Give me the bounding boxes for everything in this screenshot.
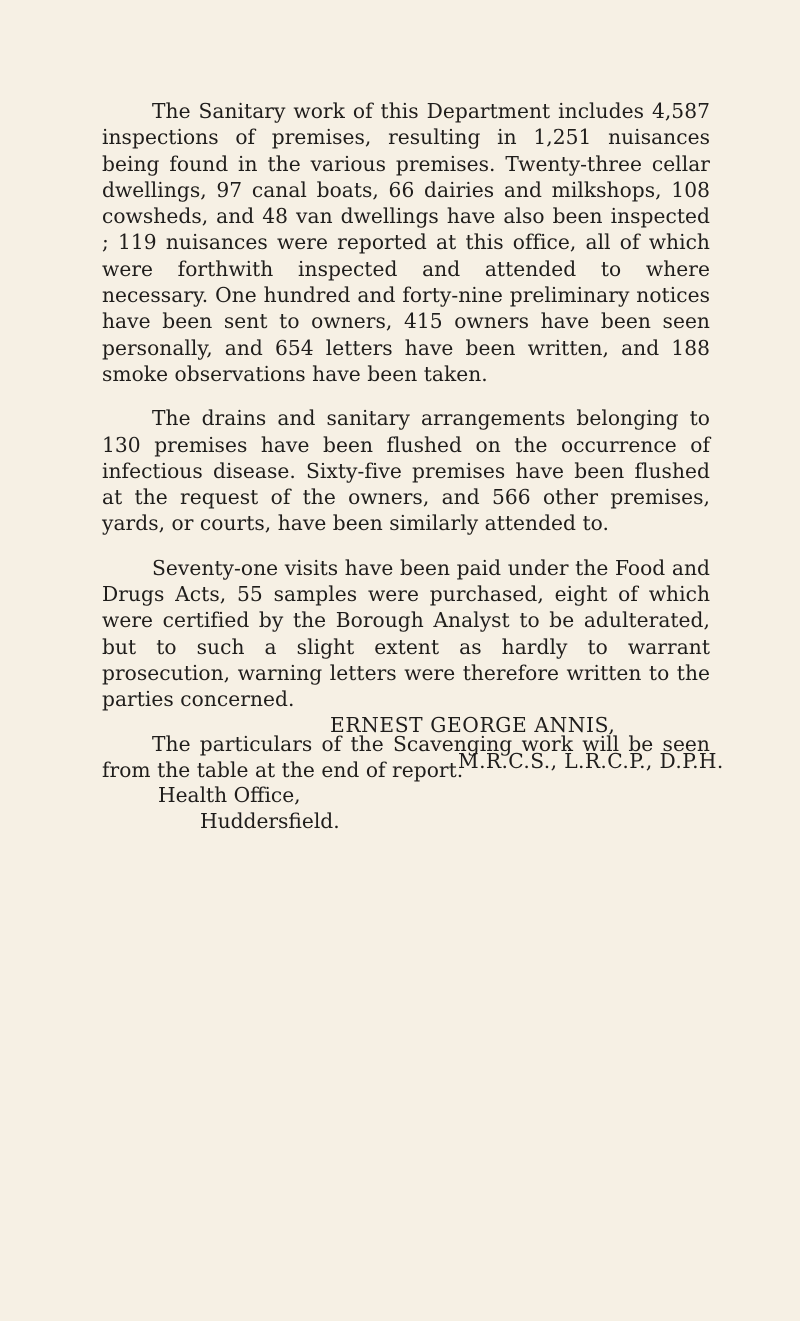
paragraph-drains: The drains and sanitary arrangements belonging to 130 premises have been flushed on the occurrence of infectious disease. Sixty-five premises have been flushed at the request of the owners, and 566 other premises, yards, or courts, have been similarly attended to. — [102, 406, 710, 536]
paragraph-food-and-drugs: Seventy-one visits have been paid under the Food and Drugs Acts, 55 samples were purchased, eight of which were certified by the Borough Analyst to be adulterated, but to such a slight extent as hardly to warrant prosecution, warning letters were therefore written to the parties concerned. — [102, 555, 710, 712]
office-line-2: Huddersfield. — [200, 809, 340, 833]
office-line-1: Health Office, — [158, 783, 301, 807]
signature-name: ERNEST GEORGE ANNIS, — [330, 713, 616, 737]
paragraph-scavenging: The particulars of the Scavenging work will be seen from the table at the end of report. — [102, 731, 710, 782]
report-body — [102, 98, 710, 801]
paragraph-sanitary-work: The Sanitary work of this Department includes 4,587 inspections of premises, resulting in 1,251 nuisances being found in the various premises. Twenty-three cellar dwellings, 97 canal boats, 66 dairies and milkshops, 108 cowsheds, and 48 van dwellings have also been inspected ; 119 nuisances were reported at this office, all of which were forthwith inspected and attended to where necessary. One hundred and forty-nine preliminary notices have been sent to owners, 415 owners have been seen personally, and 654 letters have been written, and 188 smoke observations have been taken. — [102, 99, 710, 386]
signature-qualifications: M.R.C.S., L.R.C.P., D.P.H. — [458, 749, 724, 773]
